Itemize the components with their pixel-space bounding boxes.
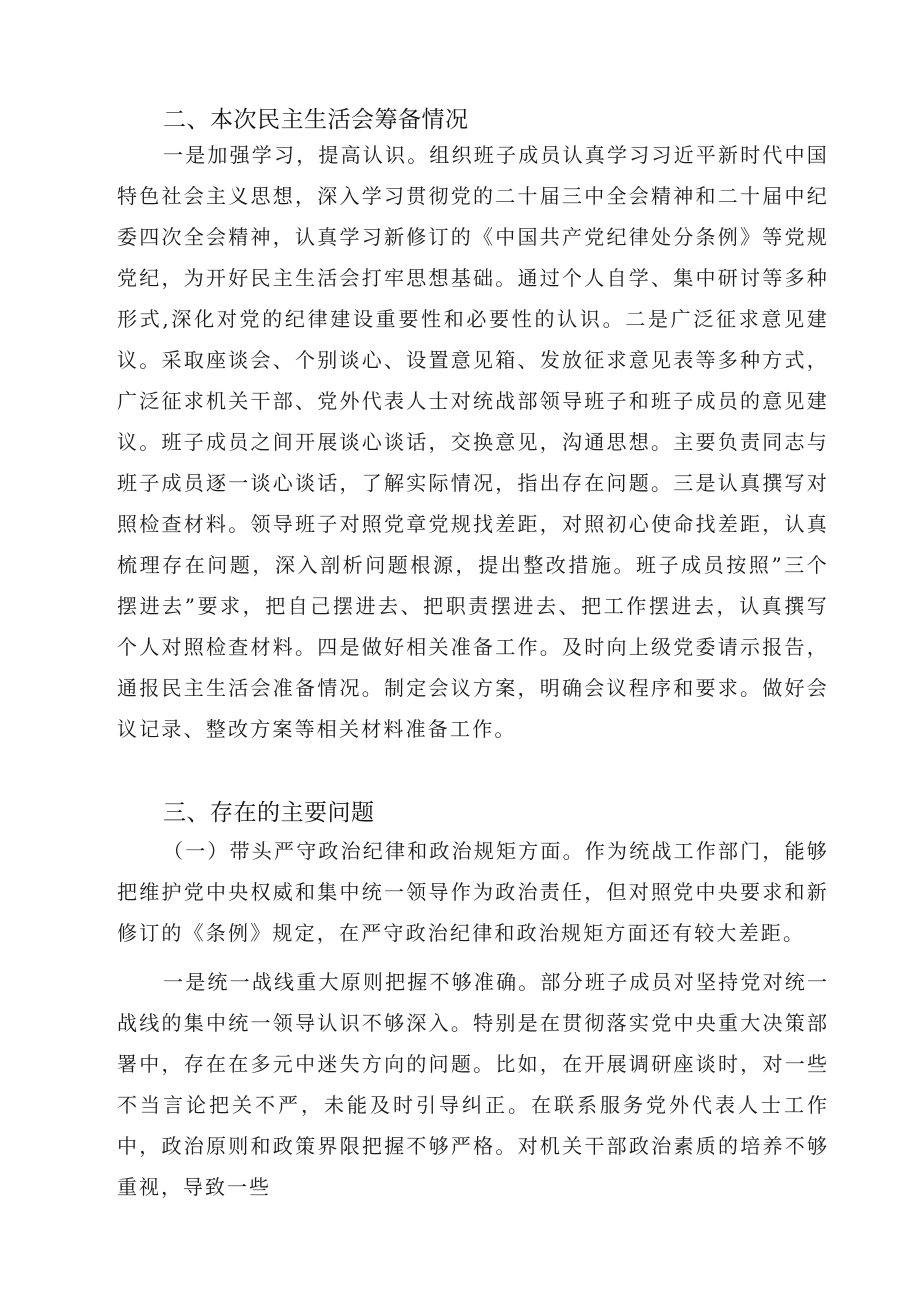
section-heading-preparation: 二、本次民主生活会筹备情况	[163, 107, 469, 133]
preparation-paragraph: 一是加强学习，提高认识。组织班子成员认真学习习近平新时代中国特色社会主义思想，深入学习贯彻党的二十届三中全会精神和二十届中纪委四次全会精神，认真学习新修订的《中国共产党纪律处分条例》等党规党纪，为开好民主生活会打牢思想基础。通过个人自学、集中研讨等多种形式,深化对党的纪律建设重要性和必要性的认识。二是广泛征求意见建议。采取座谈会、个别谈心、设置意见箱、发放征求意见表等多种方式，广泛征求机关干部、党外代表人士对统战部领导班子和班子成员的意见建议。班子成员之间开展谈心谈话，交换意见，沟通思想。主要负责同志与班子成员逐一谈心谈话，了解实际情况，指出存在问题。三是认真撰写对照检查材料。领导班子对照党章党规找差距，对照初心使命找差距，认真梳理存在问题，深入剖析问题根源，提出整改措施。班子成员按照”三个摆进去”要求，把自己摆进去、把职责摆进去、把工作摆进去，认真撰写个人对照检查材料。四是做好相关准备工作。及时向上级党委请示报告，通报民主生活会准备情况。制定会议方案，明确会议程序和要求。做好会议记录、整改方案等相关材料准备工作。	[117, 143, 829, 741]
problems-paragraph-united-front: 一是统一战线重大原则把握不够准确。部分班子成员对坚持党对统一战线的集中统一领导认识不够深入。特别是在贯彻落实党中央重大决策部署中，存在在多元中迷失方向的问题。比如，在开展调研座谈时，对一些不当言论把关不严，未能及时引导纠正。在联系服务党外代表人士工作中，政治原则和政策界限把握不够严格。对机关干部政治素质的培养不够重视，导致一些	[117, 970, 829, 1199]
problems-paragraph-discipline: （一）带头严守政治纪律和政治规矩方面。作为统战工作部门，能够把维护党中央权威和集中统一领导作为政治责任，但对照党中央要求和新修订的《条例》规定，在严守政治纪律和政治规矩方面还有较大差距。	[117, 839, 829, 945]
section-heading-problems: 三、存在的主要问题	[163, 800, 375, 826]
